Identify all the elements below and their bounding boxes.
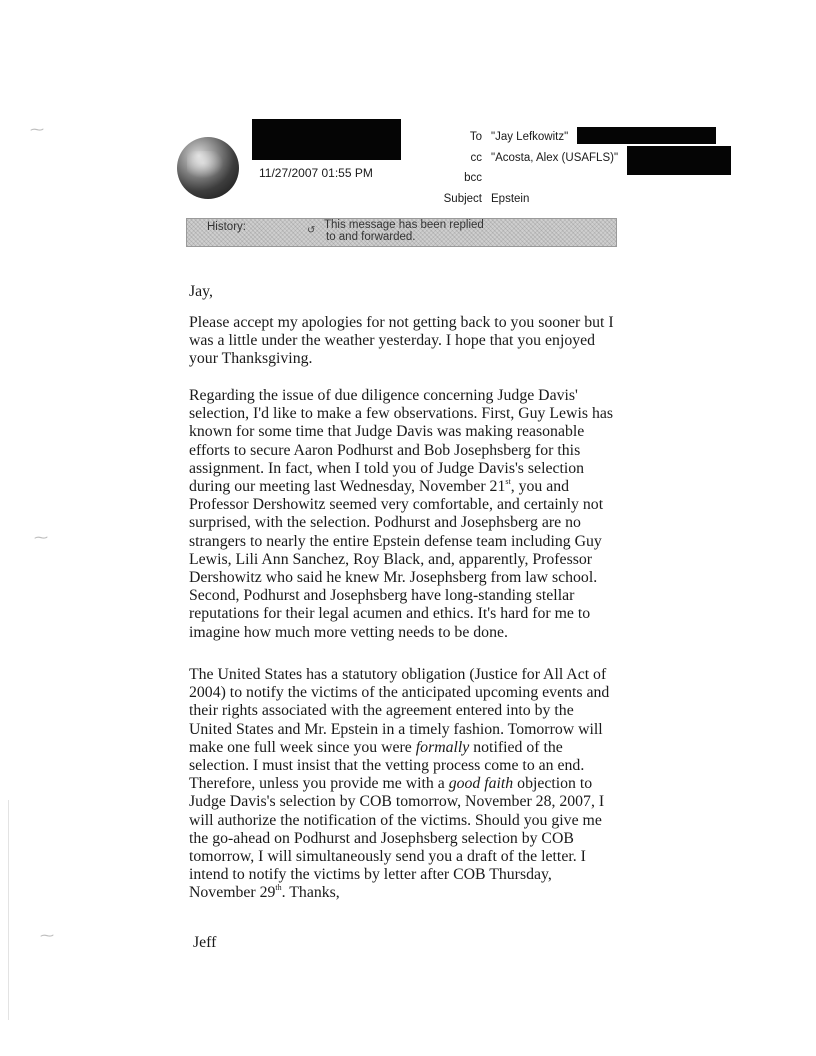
- text-span: objection to: [513, 775, 593, 793]
- redacted-sender-name: [252, 119, 401, 160]
- text-line: known for some time that Judge Davis was making reasonable: [189, 423, 585, 441]
- text-span: make one full week since you were: [189, 738, 416, 756]
- text-span: November 29: [189, 884, 276, 902]
- text-line: surprised, with the selection. Podhurst and Josephsberg are no: [189, 514, 581, 532]
- text-line: Professor Dershowitz seemed very comfortable, and certainly not: [189, 496, 604, 514]
- text-line: Second, Podhurst and Josephsberg have long-standing stellar: [189, 587, 575, 605]
- emphasis-text: good faith: [448, 775, 514, 793]
- text-line: your Thanksgiving.: [189, 350, 313, 368]
- text-line: Judge Davis's selection by COB tomorrow, November 28, 2007, I: [189, 793, 605, 811]
- text-line: [189, 775, 639, 793]
- text-span: notified of the: [469, 738, 563, 756]
- scan-mark: ⁓: [34, 531, 48, 546]
- history-label: History:: [207, 221, 246, 233]
- text-span: Therefore, unless you provide me with a: [189, 775, 449, 793]
- text-line: assignment. In fact, when I told you of Judge Davis's selection: [189, 459, 585, 477]
- scan-mark: ⁓: [40, 929, 54, 944]
- text-line: imagine how much more vetting needs to be done.: [189, 623, 508, 641]
- history-text: [324, 219, 484, 243]
- text-line: selection, I'd like to make a few observations. First, Guy Lewis has: [189, 405, 614, 423]
- text-line: Lewis, Lili Ann Sanchez, Roy Black, and, apparently, Professor: [189, 550, 593, 568]
- text-line: the go-ahead on Podhurst and Josephsberg selection by COB: [189, 829, 574, 847]
- text-line: [189, 884, 639, 902]
- text-line: Regarding the issue of due diligence concerning Judge Davis': [189, 387, 578, 404]
- cc-label: cc: [470, 152, 482, 164]
- text-line: tomorrow, I will simultaneously send you a draft of the letter. I: [189, 848, 586, 866]
- to-value: "Jay Lefkowitz": [491, 131, 569, 143]
- paragraph-3: [189, 666, 639, 903]
- ordinal-suffix: st: [505, 477, 511, 487]
- paragraph-1: [189, 314, 639, 369]
- cc-value: "Acosta, Alex (USAFLS)": [491, 152, 619, 164]
- history-bar: [186, 218, 617, 247]
- text-line: The United States has a statutory obligation (Justice for All Act of: [189, 666, 607, 683]
- salutation: Jay,: [189, 283, 213, 300]
- text-line: reputations for their legal acumen and ethics. It's hard for me to: [189, 605, 591, 623]
- text-line: will authorize the notification of the victims. Should you give me: [189, 811, 602, 829]
- redacted-cc-address: [627, 146, 731, 175]
- text-span: . Thanks,: [281, 884, 340, 902]
- signature: Jeff: [193, 934, 217, 951]
- emphasis-text: formally: [415, 738, 470, 756]
- text-line: [189, 478, 639, 496]
- text-span: during our meeting last Wednesday, November 21: [189, 478, 506, 496]
- subject-label: Subject: [443, 193, 482, 205]
- redacted-to-address: [577, 127, 716, 144]
- reply-forward-icon: ↺: [307, 225, 316, 236]
- sent-date: 11/27/2007 01:55 PM: [259, 166, 373, 180]
- subject-value: Epstein: [491, 193, 530, 205]
- sender-avatar: [177, 137, 239, 199]
- history-line-1: This message has been replied: [324, 219, 484, 231]
- paragraph-2: [189, 387, 639, 642]
- text-line: [189, 739, 639, 757]
- text-line: selection. I must insist that the vetting process come to an end.: [189, 757, 585, 775]
- text-line: United States and Mr. Epstein in a timely fashion. Tomorrow will: [189, 720, 603, 738]
- text-line: intend to notify the victims by letter after COB Thursday,: [189, 866, 552, 884]
- to-label: To: [469, 131, 482, 143]
- history-line-2: to and forwarded.: [326, 231, 416, 243]
- ordinal-suffix: th: [275, 883, 282, 893]
- scan-mark: ⁓: [30, 123, 44, 138]
- text-line: their rights associated with the agreement entered into by the: [189, 702, 574, 720]
- text-span: , you and: [510, 478, 570, 496]
- text-line: strangers to nearly the entire Epstein defense team including Guy: [189, 532, 602, 550]
- text-line: efforts to secure Aaron Podhurst and Bob Josephsberg for this: [189, 441, 581, 459]
- scan-edge-line: [8, 800, 9, 1020]
- bcc-label: bcc: [464, 172, 482, 184]
- text-line: was a little under the weather yesterday. I hope that you enjoyed: [189, 332, 596, 350]
- text-line: 2004) to notify the victims of the anticipated upcoming events and: [189, 684, 610, 702]
- text-line: Please accept my apologies for not getting back to you sooner but I: [189, 314, 614, 331]
- text-line: Dershowitz who said he knew Mr. Josephsberg from law school.: [189, 569, 598, 587]
